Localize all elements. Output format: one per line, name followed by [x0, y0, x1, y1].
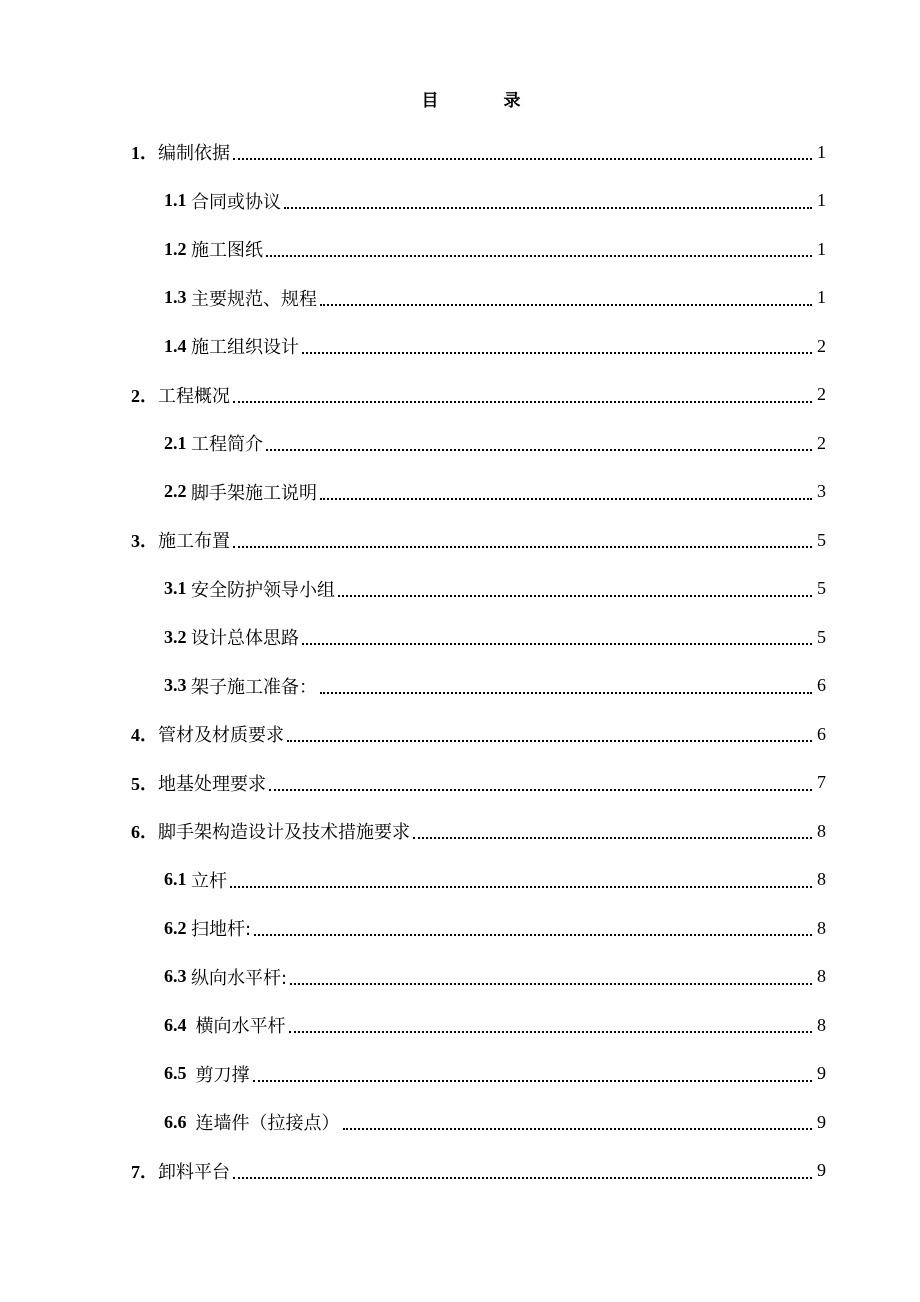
- toc-entry-title: 主要规范、规程: [191, 288, 317, 310]
- dot-leader: [338, 595, 812, 597]
- toc-entry-page-number: 1: [817, 238, 826, 259]
- toc-title: 目 录: [421, 91, 545, 111]
- dot-leader: [233, 546, 812, 548]
- toc-entry[interactable]: [0, 419, 920, 468]
- toc-entry[interactable]: [0, 565, 920, 614]
- toc-entry-page-number: 8: [817, 966, 826, 987]
- toc-entry-page-number: 3: [817, 481, 826, 502]
- dot-leader: [413, 837, 812, 839]
- toc-entry-number: 1．: [131, 143, 158, 164]
- dot-leader: [254, 934, 812, 936]
- dot-leader: [320, 498, 812, 500]
- toc-entry[interactable]: [0, 759, 920, 808]
- toc-entry-title: 施工布置: [158, 531, 230, 553]
- toc-entry-page-number: 9: [817, 1063, 826, 1084]
- toc-entry-page-number: 8: [817, 1014, 826, 1035]
- toc-entry-title: 纵向水平杆:: [191, 967, 288, 989]
- toc-entry-title: 施工图纸: [191, 240, 263, 262]
- toc-list: [0, 128, 920, 1195]
- toc-entry[interactable]: [0, 807, 920, 856]
- toc-entry-title: 工程概况: [158, 385, 230, 407]
- toc-entry-title: 扫地杆:: [191, 919, 252, 941]
- toc-entry-number: 3.2: [164, 626, 191, 647]
- dot-leader: [230, 886, 812, 888]
- dot-leader: [287, 740, 812, 742]
- toc-entry[interactable]: [0, 1050, 920, 1099]
- toc-entry-number: 3.3: [164, 675, 191, 696]
- dot-leader: [302, 352, 812, 354]
- toc-entry-title: 横向水平杆: [195, 1016, 286, 1038]
- toc-entry[interactable]: [0, 468, 920, 517]
- toc-entry-number: 3．: [131, 531, 158, 552]
- toc-entry[interactable]: [0, 613, 920, 662]
- toc-entry-page-number: 5: [817, 529, 826, 550]
- dot-leader: [284, 207, 812, 209]
- dot-leader: [320, 304, 812, 306]
- toc-entry-number: 3.1: [164, 578, 191, 599]
- dot-leader: [266, 449, 812, 451]
- toc-entry[interactable]: [0, 1147, 920, 1196]
- toc-entry-number: 1.4: [164, 335, 191, 356]
- toc-entry-title: 工程简介: [191, 434, 263, 456]
- toc-entry[interactable]: [0, 1001, 920, 1050]
- toc-entry-title: 编制依据: [158, 143, 230, 165]
- toc-entry-number: 6.2: [164, 917, 191, 938]
- toc-entry-page-number: 1: [817, 287, 826, 308]
- toc-entry-number: 7．: [131, 1161, 158, 1182]
- toc-entry[interactable]: [0, 904, 920, 953]
- toc-entry-number: 1.1: [164, 190, 191, 211]
- dot-leader: [233, 1177, 812, 1179]
- toc-entry[interactable]: [0, 1098, 920, 1147]
- toc-entry-title: 安全防护领导小组: [191, 579, 335, 601]
- dot-leader: [253, 1080, 813, 1082]
- dot-leader: [266, 255, 812, 257]
- toc-entry[interactable]: [0, 856, 920, 905]
- toc-entry[interactable]: [0, 516, 920, 565]
- toc-entry-number: 2.1: [164, 432, 191, 453]
- toc-entry-page-number: 5: [817, 578, 826, 599]
- toc-entry-page-number: 9: [817, 1111, 826, 1132]
- toc-entry-title: 管材及材质要求: [158, 725, 284, 747]
- toc-entry-title: 脚手架施工说明: [191, 482, 317, 504]
- toc-entry-number: 6.6: [164, 1111, 196, 1132]
- toc-entry-number: 1.2: [164, 238, 191, 259]
- toc-entry-page-number: 7: [817, 772, 826, 793]
- toc-entry-page-number: 8: [817, 820, 826, 841]
- toc-entry-page-number: 1: [817, 190, 826, 211]
- toc-entry-page-number: 2: [817, 384, 826, 405]
- toc-entry[interactable]: [0, 662, 920, 711]
- toc-entry-number: 1.3: [164, 287, 191, 308]
- toc-entry[interactable]: [0, 128, 920, 177]
- toc-entry-page-number: 6: [817, 723, 826, 744]
- toc-entry-number: 6.1: [164, 869, 191, 890]
- toc-entry-title: 剪刀撑: [195, 1064, 250, 1086]
- toc-entry-number: 2.2: [164, 481, 191, 502]
- dot-leader: [289, 1031, 813, 1033]
- dot-leader: [233, 158, 812, 160]
- dot-leader: [320, 692, 812, 694]
- toc-entry-number: 6．: [131, 822, 158, 843]
- toc-entry-title: 地基处理要求: [158, 773, 266, 795]
- toc-entry-title: 连墙件（拉接点）: [195, 1113, 340, 1135]
- toc-entry[interactable]: [0, 225, 920, 274]
- toc-entry-title: 卸料平台: [158, 1161, 230, 1183]
- toc-entry-number: 4．: [131, 725, 158, 746]
- toc-entry[interactable]: [0, 953, 920, 1002]
- toc-entry-title: 设计总体思路: [191, 628, 299, 650]
- toc-entry-page-number: 8: [817, 869, 826, 890]
- toc-entry[interactable]: [0, 710, 920, 759]
- toc-entry[interactable]: [0, 371, 920, 420]
- toc-entry-title: 施工组织设计: [191, 337, 299, 359]
- toc-entry-title: 脚手架构造设计及技术措施要求: [158, 822, 410, 844]
- toc-entry-number: 6.5: [164, 1063, 196, 1084]
- toc-entry-page-number: 6: [817, 675, 826, 696]
- toc-entry-number: 6.4: [164, 1014, 196, 1035]
- toc-entry-page-number: 5: [817, 626, 826, 647]
- toc-entry[interactable]: [0, 274, 920, 323]
- dot-leader: [233, 401, 812, 403]
- toc-entry-number: 6.3: [164, 966, 191, 987]
- toc-entry-page-number: 8: [817, 917, 826, 938]
- toc-entry-page-number: 9: [817, 1160, 826, 1181]
- toc-entry-page-number: 1: [817, 141, 826, 162]
- toc-entry[interactable]: [0, 322, 920, 371]
- toc-entry-page-number: 2: [817, 432, 826, 453]
- toc-entry[interactable]: [0, 177, 920, 226]
- toc-entry-page-number: 2: [817, 335, 826, 356]
- toc-entry-title: 架子施工准备：: [191, 676, 317, 698]
- toc-entry-number: 5．: [131, 773, 158, 794]
- toc-entry-number: 2．: [131, 385, 158, 406]
- dot-leader: [290, 983, 812, 985]
- dot-leader: [302, 643, 812, 645]
- toc-entry-title: 合同或协议: [191, 191, 281, 213]
- toc-entry-title: 立杆: [191, 870, 227, 892]
- dot-leader: [269, 789, 812, 791]
- dot-leader: [343, 1128, 813, 1130]
